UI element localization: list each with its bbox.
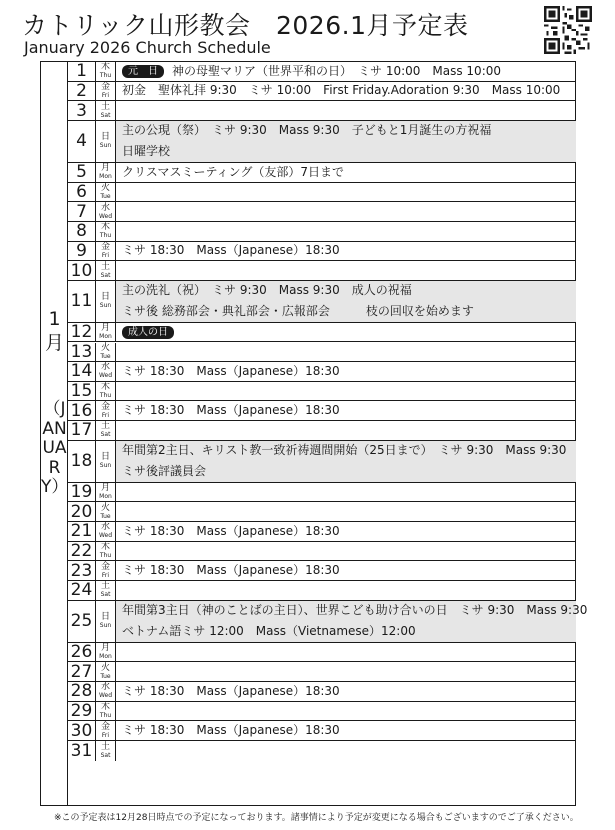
page-header (22, 6, 592, 58)
event-text: 主の洗礼（祝） ミサ 9:30 Mass 9:30 成人の祝福 (122, 283, 412, 298)
day-of-week-jp: 木 (100, 701, 110, 712)
day-number: 29 (68, 702, 96, 721)
day-events (122, 421, 572, 440)
day-row (68, 323, 576, 343)
day-of-week (96, 682, 116, 701)
month-label-kanji: 1月 (44, 308, 64, 354)
day-events (122, 483, 572, 502)
day-number: 2 (68, 82, 96, 101)
day-of-week-jp: 水 (100, 362, 110, 373)
event-text: ベトナム語ミサ 12:00 Mass（Vietnamese）12:00 (122, 624, 416, 639)
day-number: 3 (68, 101, 96, 120)
day-events (122, 222, 572, 241)
day-of-week-en: Sun (99, 302, 112, 310)
day-of-week (96, 121, 116, 162)
day-of-week-jp: 火 (100, 502, 110, 513)
event-line (122, 301, 572, 322)
day-number: 19 (68, 483, 96, 502)
day-of-week (96, 662, 116, 681)
day-events (122, 163, 572, 182)
month-label-english: （JANUARY） (41, 399, 69, 497)
day-of-week (96, 82, 116, 101)
day-row (68, 643, 576, 663)
day-events (122, 82, 572, 101)
day-of-week-jp: 日 (100, 292, 110, 303)
event-text: ミサ 18:30 Mass（Japanese）18:30 (122, 523, 340, 538)
day-events (122, 323, 572, 342)
day-row (68, 502, 576, 522)
event-line (122, 621, 572, 642)
day-of-week-jp: 日 (100, 612, 110, 623)
day-of-week-en: Thu (99, 392, 112, 400)
event-text: ミサ後評議員会 (122, 464, 207, 479)
event-text: 年間第3主日（神のことばの主日）、世界こども助け合いの日 ミサ 9:30 Mass 9:30 (122, 603, 588, 618)
event-line (122, 120, 572, 141)
day-of-week-en: Wed (98, 532, 113, 540)
day-events (122, 62, 572, 81)
event-line (122, 61, 572, 82)
day-of-week-jp: 水 (100, 522, 110, 533)
day-number: 21 (68, 522, 96, 541)
day-number: 11 (68, 281, 96, 322)
day-of-week (96, 542, 116, 561)
day-of-week-en: Wed (98, 692, 113, 700)
day-row (68, 561, 576, 581)
day-of-week-jp: 金 (100, 721, 110, 732)
day-of-week-en: Thu (99, 72, 112, 80)
event-text: 主の公現（祭） ミサ 9:30 Mass 9:30 子どもと1月誕生の方祝福 (122, 123, 492, 138)
day-events (122, 261, 572, 280)
day-number: 5 (68, 163, 96, 182)
day-of-week (96, 222, 116, 241)
day-row (68, 62, 576, 82)
event-text: ミサ後 総務部会・典礼部会・広報部会 枝の回収を始めます (122, 304, 474, 319)
day-of-week (96, 401, 116, 420)
day-row (68, 421, 576, 441)
day-of-week-jp: 金 (100, 241, 110, 252)
day-of-week-jp: 水 (100, 202, 110, 213)
day-number: 7 (68, 202, 96, 221)
day-of-week-en: Thu (99, 232, 112, 240)
day-of-week-en: Wed (98, 372, 113, 380)
day-of-week (96, 741, 116, 761)
day-of-week-jp: 火 (100, 342, 110, 353)
day-of-week-en: Tue (100, 192, 111, 200)
day-of-week-jp: 月 (100, 483, 110, 494)
day-number: 25 (68, 601, 96, 642)
event-text: クリスマスミーティング（友部）7日まで (122, 164, 344, 179)
day-number: 16 (68, 401, 96, 420)
day-row (68, 261, 576, 281)
day-of-week-en: Thu (99, 552, 112, 559)
event-line (122, 600, 588, 621)
event-text: ミサ 18:30 Mass（Japanese）18:30 (122, 403, 340, 418)
event-line (122, 80, 572, 101)
day-of-week-jp: 木 (100, 382, 110, 393)
day-events (122, 662, 572, 681)
day-of-week-en: Tue (100, 512, 111, 520)
day-number: 1 (68, 62, 96, 81)
day-of-week-en: Thu (99, 711, 112, 719)
day-row (68, 483, 576, 503)
event-line (122, 280, 572, 301)
day-number: 15 (68, 382, 96, 401)
event-line (122, 240, 572, 261)
day-events (122, 721, 572, 740)
day-of-week-en: Sat (100, 751, 111, 759)
event-text: ミサ 18:30 Mass（Japanese）18:30 (122, 723, 340, 738)
event-text: 初金 聖体礼拝 9:30 ミサ 10:00 First Friday.Adoration 9:30 Mass 10:00 (122, 83, 561, 98)
day-of-week-jp: 火 (100, 182, 110, 193)
day-of-week-jp: 木 (100, 542, 110, 552)
day-row (68, 82, 576, 102)
day-of-week-en: Sun (99, 462, 112, 470)
day-row (68, 401, 576, 421)
day-of-week-jp: 金 (100, 561, 110, 572)
day-row (68, 601, 588, 643)
day-events (122, 242, 572, 261)
day-number: 17 (68, 421, 96, 440)
day-of-week (96, 522, 116, 541)
day-events (122, 362, 572, 381)
day-row (68, 382, 576, 402)
day-of-week (96, 382, 116, 401)
day-of-week (96, 702, 116, 721)
day-number: 22 (68, 542, 96, 561)
day-row (68, 163, 576, 183)
day-number: 26 (68, 643, 96, 662)
day-number: 4 (68, 121, 96, 162)
day-of-week (96, 502, 116, 521)
day-events (122, 741, 572, 761)
day-of-week (96, 601, 116, 642)
day-number: 30 (68, 721, 96, 740)
day-of-week-en: Fri (101, 731, 110, 739)
day-events (122, 542, 572, 561)
day-row (68, 441, 576, 483)
day-of-week-en: Sun (99, 142, 112, 150)
day-of-week-jp: 水 (100, 682, 110, 693)
day-of-week-en: Sat (100, 431, 111, 439)
day-of-week-en: Tue (100, 352, 111, 360)
day-events (122, 682, 572, 701)
day-of-week-jp: 月 (100, 163, 110, 174)
day-number: 9 (68, 242, 96, 261)
day-events (122, 183, 572, 202)
event-line (122, 720, 572, 741)
day-events (122, 601, 588, 642)
day-of-week-jp: 日 (100, 132, 110, 143)
day-of-week-jp: 月 (100, 323, 110, 334)
day-events (122, 581, 572, 600)
day-of-week (96, 323, 116, 342)
day-row (68, 101, 576, 121)
day-of-week-jp: 木 (100, 62, 110, 73)
event-text: ミサ 18:30 Mass（Japanese）18:30 (122, 243, 340, 258)
day-row (68, 542, 576, 562)
day-row (68, 702, 576, 722)
day-of-week-jp: 土 (100, 261, 110, 272)
day-events (122, 101, 572, 120)
day-of-week-jp: 土 (100, 101, 110, 112)
day-of-week (96, 441, 116, 482)
day-row (68, 581, 576, 601)
day-events (122, 522, 572, 541)
day-of-week (96, 483, 116, 502)
day-number: 12 (68, 323, 96, 342)
day-row (68, 741, 576, 761)
holiday-badge: 元 日 (122, 65, 164, 78)
day-events (122, 702, 572, 721)
event-line (122, 681, 572, 702)
day-number: 23 (68, 561, 96, 580)
day-of-week (96, 281, 116, 322)
day-number: 28 (68, 682, 96, 701)
day-of-week-en: Fri (101, 571, 110, 579)
day-of-week (96, 581, 116, 600)
event-text: ミサ 18:30 Mass（Japanese）18:30 (122, 683, 340, 698)
day-of-week-en: Wed (98, 212, 113, 220)
day-of-week (96, 261, 116, 280)
day-row (68, 721, 576, 741)
day-events (122, 441, 572, 482)
day-of-week-en: Fri (101, 411, 110, 419)
event-line (122, 461, 572, 482)
day-events (122, 643, 572, 662)
day-of-week-jp: 火 (100, 662, 110, 673)
day-of-week-jp: 土 (100, 581, 110, 592)
event-line (122, 141, 572, 162)
day-row (68, 202, 576, 222)
day-of-week-jp: 金 (100, 81, 110, 92)
day-of-week (96, 643, 116, 662)
event-line (122, 440, 572, 461)
day-of-week (96, 362, 116, 381)
day-of-week-en: Mon (99, 652, 112, 660)
day-number: 6 (68, 183, 96, 202)
event-line (122, 322, 572, 343)
page-title: カトリック山形教会 2026.1月予定表 (22, 11, 469, 40)
event-line (122, 162, 572, 183)
day-number: 14 (68, 362, 96, 381)
day-of-week (96, 183, 116, 202)
day-number: 10 (68, 261, 96, 280)
footnote: ※この予定表は12月28日時点での予定になっております。諸事情により予定が変更になる場合もございますのでご了承ください。 (54, 813, 579, 823)
page-subtitle: January 2026 Church Schedule (24, 38, 271, 57)
day-row (68, 121, 576, 163)
event-line (122, 400, 572, 421)
day-row (68, 343, 576, 363)
day-of-week (96, 101, 116, 120)
day-events (122, 281, 572, 322)
day-of-week (96, 721, 116, 740)
day-of-week-en: Sat (100, 591, 111, 599)
day-of-week-jp: 金 (100, 401, 110, 412)
day-of-week (96, 163, 116, 182)
day-of-week-en: Mon (99, 333, 112, 341)
day-number: 13 (68, 343, 96, 362)
day-of-week-jp: 木 (100, 222, 110, 233)
day-of-week-jp: 日 (100, 452, 110, 463)
day-of-week-en: Mon (99, 173, 112, 181)
day-number: 31 (68, 741, 96, 761)
day-row (68, 183, 576, 203)
day-row (68, 522, 576, 542)
day-of-week-en: Fri (101, 251, 110, 259)
day-row (68, 662, 576, 682)
day-number: 27 (68, 662, 96, 681)
qr-code-icon (544, 6, 592, 54)
event-line (122, 521, 572, 542)
day-of-week-en: Tue (100, 672, 111, 680)
day-row (68, 222, 576, 242)
day-events (122, 561, 572, 580)
day-number: 18 (68, 441, 96, 482)
event-line (122, 361, 572, 382)
day-of-week-en: Sat (100, 111, 111, 119)
day-row (68, 281, 576, 323)
day-of-week-en: Sat (100, 271, 111, 279)
day-of-week-en: Fri (101, 91, 110, 99)
day-number: 8 (68, 222, 96, 241)
day-of-week (96, 343, 116, 362)
month-column (41, 62, 68, 805)
schedule-table (40, 61, 588, 806)
day-of-week-jp: 土 (100, 741, 110, 752)
day-of-week-jp: 月 (100, 642, 110, 653)
day-of-week (96, 421, 116, 440)
day-number: 24 (68, 581, 96, 600)
day-row (68, 362, 576, 382)
event-text: 日曜学校 (122, 144, 171, 159)
event-line (122, 560, 572, 581)
day-events (122, 343, 572, 362)
day-of-week (96, 202, 116, 221)
event-text: 年間第2主日、キリスト教一致祈祷週間開始（25日まで） ミサ 9:30 Mass 9:30 (122, 443, 567, 458)
day-of-week (96, 62, 116, 81)
day-of-week-en: Mon (99, 493, 112, 501)
day-number: 20 (68, 502, 96, 521)
day-of-week-jp: 土 (100, 421, 110, 432)
day-events (122, 502, 572, 521)
day-of-week (96, 242, 116, 261)
day-events (122, 121, 572, 162)
day-of-week-en: Sun (99, 622, 112, 630)
day-row (68, 682, 576, 702)
day-events (122, 382, 572, 401)
holiday-badge: 成人の日 (122, 326, 174, 339)
day-row (68, 242, 576, 262)
day-of-week (96, 561, 116, 580)
event-text: 神の母聖マリア（世界平和の日） ミサ 10:00 Mass 10:00 (172, 63, 502, 78)
event-text: ミサ 18:30 Mass（Japanese）18:30 (122, 563, 340, 578)
event-text: ミサ 18:30 Mass（Japanese）18:30 (122, 363, 340, 378)
day-events (122, 401, 572, 420)
day-events (122, 202, 572, 221)
